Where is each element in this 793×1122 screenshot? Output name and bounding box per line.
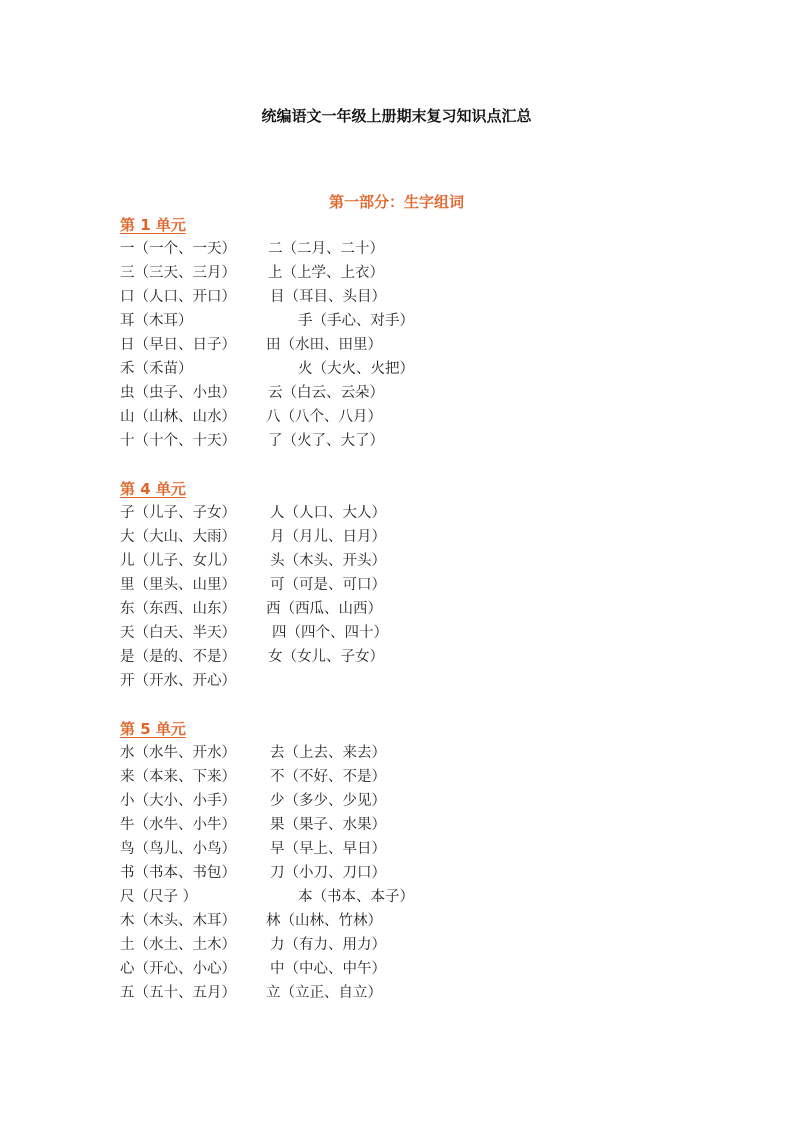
word-row xyxy=(120,357,414,381)
unit-title: 第 5 单元 xyxy=(120,720,186,738)
word-entry-left: 牛（水牛、小牛） xyxy=(120,817,236,833)
word-entry-left: 木（木头、木耳） xyxy=(120,913,236,929)
word-row xyxy=(120,885,414,909)
word-entry-left: 五（五十、五月） xyxy=(120,985,236,1001)
word-entry-left: 开（开水、开心） xyxy=(120,673,236,689)
word-entry-left: 鸟（鸟儿、小鸟） xyxy=(120,841,236,857)
word-entry-right: 少（多少、少见） xyxy=(270,793,386,809)
word-row xyxy=(120,909,382,933)
word-entry-right: 本（书本、本子） xyxy=(298,889,414,905)
word-row xyxy=(120,669,236,693)
word-entry-right: 目（耳目、头目） xyxy=(270,289,386,305)
word-row xyxy=(120,597,382,621)
word-entry-right: 力（有力、用力） xyxy=(270,937,386,953)
word-row xyxy=(120,765,386,789)
word-entry-left: 小（大小、小手） xyxy=(120,793,236,809)
word-entry-left: 来（本来、下来） xyxy=(120,769,236,785)
word-entry-left: 里（里头、山里） xyxy=(120,577,236,593)
word-entry-right: 人（人口、大人） xyxy=(270,505,386,521)
word-entry-left: 大（大山、大雨） xyxy=(120,529,236,545)
word-row xyxy=(120,261,384,285)
unit-4-section xyxy=(120,477,388,693)
word-entry-right: 田（水田、田里） xyxy=(266,337,382,353)
word-entry-right: 不（不好、不是） xyxy=(270,769,386,785)
word-entry-right: 果（果子、水果） xyxy=(270,817,386,833)
word-entry-right: 八（八个、八月） xyxy=(266,409,382,425)
word-row xyxy=(120,789,386,813)
word-entry-right: 刀（小刀、刀口） xyxy=(270,865,386,881)
word-entry-left: 虫（虫子、小虫） xyxy=(120,385,236,401)
word-entry-right: 可（可是、可口） xyxy=(270,577,386,593)
unit-title: 第 1 单元 xyxy=(120,216,186,234)
word-entry-right: 手（手心、对手） xyxy=(298,313,414,329)
word-entry-left: 日（早日、日子） xyxy=(120,337,236,353)
word-entry-left: 十（十个、十天） xyxy=(120,433,236,449)
word-row xyxy=(120,957,386,981)
word-entry-left: 心（开心、小心） xyxy=(120,961,236,977)
word-entry-left: 东（东西、山东） xyxy=(120,601,236,617)
word-entry-right: 去（上去、来去） xyxy=(270,745,386,761)
word-row xyxy=(120,645,384,669)
document-title: 统编语文一年级上册期末复习知识点汇总 xyxy=(261,107,532,125)
word-entry-right: 头（木头、开头） xyxy=(270,553,386,569)
word-entry-left: 禾（禾苗） xyxy=(120,361,193,377)
part-title: 第一部分：生字组词 xyxy=(328,193,464,211)
word-entry-left: 三（三天、三月） xyxy=(120,265,236,281)
word-entry-right: 早（早上、早日） xyxy=(270,841,386,857)
word-row xyxy=(120,549,386,573)
word-row xyxy=(120,861,386,885)
unit-5-section xyxy=(120,717,414,1005)
word-row xyxy=(120,933,386,957)
word-entry-right: 云（白云、云朵） xyxy=(268,385,384,401)
word-entry-right: 了（火了、大了） xyxy=(268,433,384,449)
word-row xyxy=(120,501,386,525)
word-entry-right: 女（女儿、子女） xyxy=(268,649,384,665)
word-entry-left: 耳（木耳） xyxy=(120,313,193,329)
word-entry-right: 四（四个、四十） xyxy=(272,625,388,641)
word-entry-left: 水（水牛、开水） xyxy=(120,745,236,761)
word-entry-left: 一（一个、一天） xyxy=(120,241,236,257)
word-row xyxy=(120,813,386,837)
word-row xyxy=(120,237,384,261)
word-entry-right: 中（中心、中午） xyxy=(270,961,386,977)
word-row xyxy=(120,381,384,405)
word-entry-right: 月（月儿、日月） xyxy=(270,529,386,545)
unit-1-section xyxy=(120,213,414,453)
word-row xyxy=(120,309,414,333)
word-entry-right: 立（立正、自立） xyxy=(266,985,382,1001)
word-row xyxy=(120,285,386,309)
unit-title: 第 4 单元 xyxy=(120,480,186,498)
word-row xyxy=(120,333,382,357)
word-row xyxy=(120,573,386,597)
word-row xyxy=(120,837,386,861)
word-row xyxy=(120,525,386,549)
word-entry-left: 子（儿子、子女） xyxy=(120,505,236,521)
word-entry-left: 书（书本、书包） xyxy=(120,865,236,881)
word-entry-right: 上（上学、上衣） xyxy=(268,265,384,281)
word-row xyxy=(120,741,386,765)
word-row xyxy=(120,981,382,1005)
word-entry-right: 火（大火、火把） xyxy=(298,361,414,377)
word-entry-left: 尺（尺子 ） xyxy=(120,889,198,905)
word-entry-left: 山（山林、山水） xyxy=(120,409,236,425)
word-row xyxy=(120,405,382,429)
word-entry-left: 天（白天、半天） xyxy=(120,625,236,641)
word-row xyxy=(120,429,384,453)
word-entry-right: 二（二月、二十） xyxy=(268,241,384,257)
word-entry-left: 土（水土、土木） xyxy=(120,937,236,953)
word-entry-left: 口（人口、开口） xyxy=(120,289,236,305)
word-entry-right: 林（山林、竹林） xyxy=(266,913,382,929)
word-row xyxy=(120,621,388,645)
word-entry-right: 西（西瓜、山西） xyxy=(266,601,382,617)
word-entry-left: 是（是的、不是） xyxy=(120,649,236,665)
word-entry-left: 儿（儿子、女儿） xyxy=(120,553,236,569)
